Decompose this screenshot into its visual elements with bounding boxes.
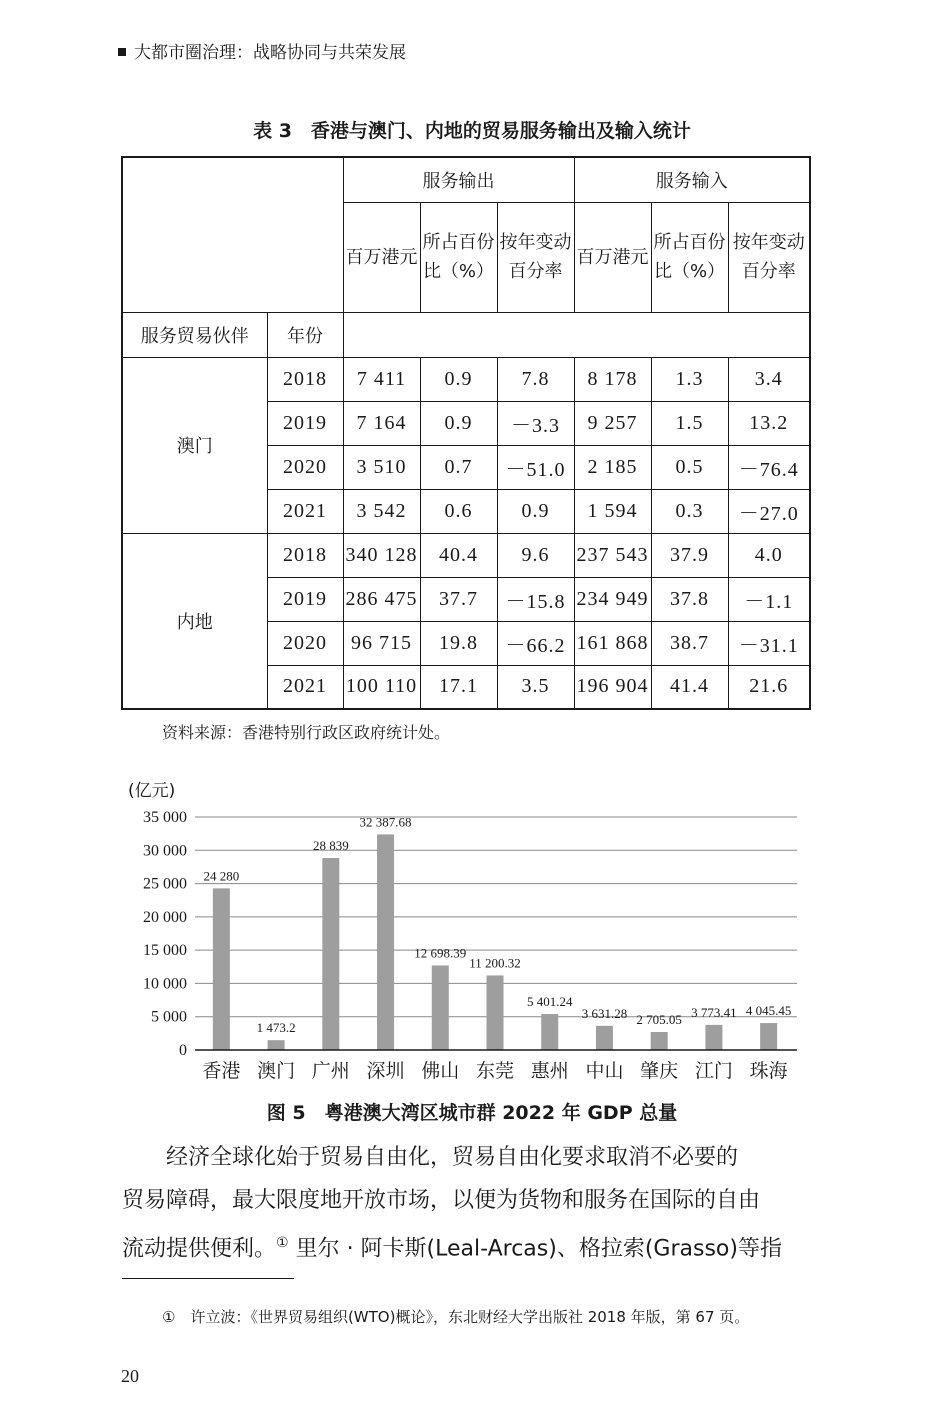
x-tick-label: 东莞 — [475, 1060, 515, 1082]
value-cell: 7 411 — [343, 357, 420, 401]
year-cell: 2019 — [267, 577, 343, 621]
value-cell: 17.1 — [420, 665, 497, 709]
value-cell: 19.8 — [420, 621, 497, 665]
export-hkd-header: 百万港元 — [343, 202, 420, 312]
bar-香港 — [213, 888, 230, 1050]
partner-cell: 澳门 — [122, 357, 267, 533]
bar-澳门 — [268, 1040, 285, 1050]
y-tick-label: 5 000 — [151, 1008, 187, 1026]
value-cell: 340 128 — [343, 533, 420, 577]
value-cell: －27.0 — [728, 489, 810, 533]
y-tick-label: 30 000 — [143, 842, 187, 860]
y-tick-label: 0 — [179, 1042, 187, 1059]
value-cell: －3.3 — [497, 401, 574, 445]
value-cell: 3.4 — [728, 357, 810, 401]
bar-深圳 — [377, 834, 394, 1050]
value-cell: 1.3 — [651, 357, 728, 401]
value-cell: 96 715 — [343, 621, 420, 665]
body-paragraph — [122, 1136, 812, 1270]
footnote-text: ① 许立波：《世界贸易组织(WTO)概论》，东北财经大学出版社 2018 年版，第 67 页。 — [162, 1308, 750, 1326]
bar-value-label: 32 387.68 — [359, 814, 412, 830]
header-square-icon — [118, 48, 126, 56]
value-cell: 196 904 — [574, 665, 651, 709]
value-cell: 9 257 — [574, 401, 651, 445]
value-cell: 8 178 — [574, 357, 651, 401]
bar-广州 — [322, 858, 339, 1050]
value-cell: 0.3 — [651, 489, 728, 533]
bar-value-label: 28 839 — [312, 838, 349, 854]
body-line-3 — [122, 1222, 812, 1270]
y-tick-label: 35 000 — [143, 809, 187, 826]
value-cell: 21.6 — [728, 665, 810, 709]
body-line-3a: 流动提供便利。 — [122, 1236, 277, 1262]
year-cell: 2020 — [267, 445, 343, 489]
value-cell: 38.7 — [651, 621, 728, 665]
value-cell: 0.9 — [420, 401, 497, 445]
y-axis-unit-label: (亿元) — [128, 781, 176, 801]
y-tick-label: 25 000 — [143, 875, 187, 893]
year-cell: 2018 — [267, 533, 343, 577]
export-yoy-header: 按年变动百分率 — [497, 202, 574, 312]
value-cell: 0.7 — [420, 445, 497, 489]
bar-珠海 — [760, 1023, 777, 1050]
value-cell: 0.6 — [420, 489, 497, 533]
table-body — [122, 357, 810, 709]
bar-佛山 — [432, 965, 449, 1050]
import-group-header: 服务输入 — [574, 157, 810, 202]
bar-value-label: 3 631.28 — [581, 1005, 628, 1021]
value-cell: 234 949 — [574, 577, 651, 621]
year-cell: 2021 — [267, 665, 343, 709]
value-cell: 7.8 — [497, 357, 574, 401]
x-tick-label: 中山 — [585, 1060, 624, 1082]
import-hkd-header: 百万港元 — [574, 202, 651, 312]
value-cell: 237 543 — [574, 533, 651, 577]
value-cell: 13.2 — [728, 401, 810, 445]
bar-肇庆 — [651, 1032, 668, 1050]
export-share-header: 所占百份比（%） — [420, 202, 497, 312]
value-cell: 1 594 — [574, 489, 651, 533]
bar-value-label: 5 401.24 — [526, 994, 573, 1010]
value-cell: 161 868 — [574, 621, 651, 665]
value-cell: 40.4 — [420, 533, 497, 577]
value-cell: 3 542 — [343, 489, 420, 533]
value-cell: 3 510 — [343, 445, 420, 489]
value-cell: 9.6 — [497, 533, 574, 577]
value-cell: 3.5 — [497, 665, 574, 709]
partner-label: 服务贸易伙伴 — [122, 312, 267, 357]
export-group-header: 服务输出 — [343, 157, 574, 202]
body-line-2: 贸易障碍，最大限度地开放市场，以便为货物和服务在国际的自由 — [122, 1188, 761, 1213]
year-cell: 2018 — [267, 357, 343, 401]
value-cell: 7 164 — [343, 401, 420, 445]
x-tick-label: 香港 — [202, 1060, 241, 1082]
y-tick-labels — [143, 809, 187, 1059]
bar-value-label: 2 705.05 — [636, 1011, 682, 1027]
import-yoy-header: 按年变动百分率 — [728, 202, 810, 312]
value-cell: －31.1 — [728, 621, 810, 665]
y-tick-label: 10 000 — [143, 975, 187, 993]
x-tick-label: 江门 — [694, 1060, 733, 1082]
y-tick-label: 20 000 — [143, 908, 187, 926]
value-cell: 41.4 — [651, 665, 728, 709]
value-cell: 2 185 — [574, 445, 651, 489]
running-header — [118, 38, 406, 63]
figure-title: 图 5 粤港澳大湾区城市群 2022 年 GDP 总量 — [266, 1102, 678, 1124]
x-tick-label: 澳门 — [257, 1060, 296, 1082]
x-tick-label: 珠海 — [749, 1060, 788, 1082]
label-row-filler — [343, 312, 810, 357]
value-cell: 37.7 — [420, 577, 497, 621]
value-cell: 37.9 — [651, 533, 728, 577]
trade-services-table — [121, 156, 811, 710]
value-cell: 0.5 — [651, 445, 728, 489]
year-cell: 2019 — [267, 401, 343, 445]
x-tick-label: 佛山 — [421, 1060, 460, 1082]
bar-江门 — [705, 1025, 722, 1050]
value-cell: 37.8 — [651, 577, 728, 621]
bar-value-label: 3 773.41 — [691, 1004, 737, 1020]
bar-value-label: 12 698.39 — [414, 945, 467, 961]
x-tick-label: 惠州 — [530, 1060, 569, 1082]
value-cell: －51.0 — [497, 445, 574, 489]
value-cell: －76.4 — [728, 445, 810, 489]
partner-cell: 内地 — [122, 533, 267, 709]
bar-东莞 — [487, 975, 504, 1050]
value-cell: 4.0 — [728, 533, 810, 577]
gdp-bar-chart — [0, 770, 944, 1095]
body-line-3b: 里尔 · 阿卡斯(Leal-Arcas)、格拉索(Grasso)等指 — [288, 1236, 782, 1262]
footnote-divider — [122, 1278, 294, 1279]
bar-value-label: 24 280 — [203, 868, 240, 884]
value-cell: －15.8 — [497, 577, 574, 621]
year-cell: 2021 — [267, 489, 343, 533]
x-category-labels — [202, 1060, 787, 1082]
table-source: 资料来源：香港特别行政区政府统计处。 — [162, 723, 451, 742]
value-cell: 286 475 — [343, 577, 420, 621]
bar-value-label: 11 200.32 — [469, 955, 521, 971]
body-line-1: 经济全球化始于贸易自由化，贸易自由化要求取消不必要的 — [166, 1145, 739, 1170]
value-cell: 1.5 — [651, 401, 728, 445]
value-cell: 0.9 — [497, 489, 574, 533]
table-title: 表 3 香港与澳门、内地的贸易服务输出及输入统计 — [253, 120, 691, 142]
import-share-header: 所占百份比（%） — [651, 202, 728, 312]
x-tick-label: 广州 — [311, 1060, 350, 1082]
footnote-marker[interactable]: ① — [276, 1235, 289, 1251]
bar-value-label: 1 473.2 — [256, 1020, 296, 1036]
x-tick-label: 肇庆 — [640, 1060, 679, 1082]
table-row — [122, 533, 810, 577]
year-cell: 2020 — [267, 621, 343, 665]
year-label: 年份 — [267, 312, 343, 357]
table-corner-cell — [122, 157, 343, 312]
bar-惠州 — [541, 1014, 558, 1050]
bar-value-label: 4 045.45 — [745, 1003, 792, 1019]
x-tick-label: 深圳 — [366, 1060, 405, 1082]
page-number: 20 — [121, 1366, 139, 1386]
y-tick-label: 15 000 — [143, 942, 187, 960]
value-cell: －1.1 — [728, 577, 810, 621]
value-cell: 100 110 — [343, 665, 420, 709]
header-text: 大都市圈治理：战略协同与共荣发展 — [134, 43, 406, 63]
value-cell: 0.9 — [420, 357, 497, 401]
bar-中山 — [596, 1026, 613, 1050]
value-cell: －66.2 — [497, 621, 574, 665]
table-row — [122, 357, 810, 401]
